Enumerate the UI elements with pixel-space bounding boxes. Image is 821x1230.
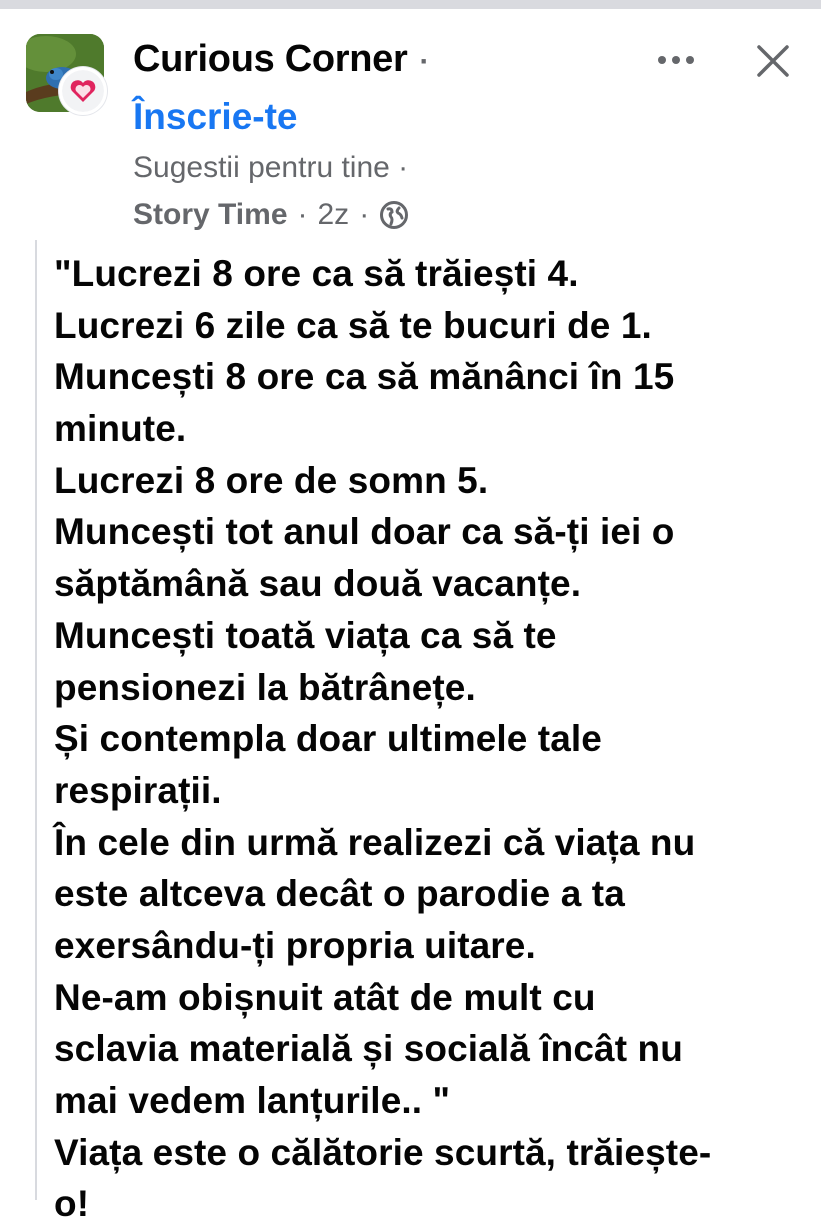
page-profile-badge (59, 67, 107, 115)
post-text-line: exersându-ți propria uitare. (54, 924, 536, 966)
post-text-line: Muncești toată viața ca să te (54, 614, 557, 656)
meta-separator-2: · (359, 198, 370, 231)
post-text-line: mai vedem lanțurile.. " (54, 1080, 451, 1121)
post-text-line: Viața este o călătorie scurtă, trăiește- (54, 1131, 712, 1173)
group-avatar[interactable] (26, 34, 106, 114)
post-text-line: Muncești 8 ore ca să mănânci în 15 (54, 356, 675, 398)
post-text-line: minute. (54, 408, 187, 450)
group-name-line (133, 38, 653, 86)
post-text-line: Lucrezi 6 zile ca să te bucuri de 1. (54, 304, 652, 346)
globe-icon[interactable] (379, 200, 409, 230)
post-header (133, 38, 653, 236)
meta-separator: · (297, 198, 308, 231)
post-text-line: Ne-am obișnuit atât de mult cu (54, 976, 596, 1018)
content-left-rule (35, 240, 37, 1200)
group-name[interactable]: Curious Corner (133, 38, 408, 80)
post-text-line: În cele din urmă realizezi că viața nu (54, 821, 696, 863)
post-text-line: o! (54, 1183, 90, 1225)
post-text-line: Lucrezi 8 ore de somn 5. (54, 459, 489, 501)
post-text-line: pensionezi la bătrânețe. (54, 666, 476, 708)
suggestion-label: Sugestii pentru tine · (133, 151, 409, 184)
post-text-line: sclavia materială și socială încât nu (54, 1028, 683, 1070)
post-text-line: Muncești tot anul doar ca să-ți iei o (54, 511, 675, 553)
post-text (54, 248, 814, 1230)
separator-dot: · (419, 45, 430, 78)
post-meta (133, 194, 653, 236)
post-timestamp[interactable]: 2z (317, 198, 350, 231)
post-text-line: "Lucrezi 8 ore ca să trăiești 4. (54, 253, 579, 294)
top-divider-strip (0, 0, 821, 9)
post-text-line: este altceva decât o parodie a ta (54, 873, 625, 915)
more-horizontal-icon[interactable] (656, 48, 696, 72)
close-icon[interactable] (755, 43, 791, 79)
post-text-line: Și contempla doar ultimele tale (54, 718, 602, 760)
author-name[interactable]: Story Time (133, 198, 288, 231)
join-group-link[interactable]: Înscrie-te (133, 96, 298, 137)
post-text-line: săptămână sau două vacanțe. (54, 563, 582, 605)
post-text-line: respirații. (54, 769, 222, 811)
